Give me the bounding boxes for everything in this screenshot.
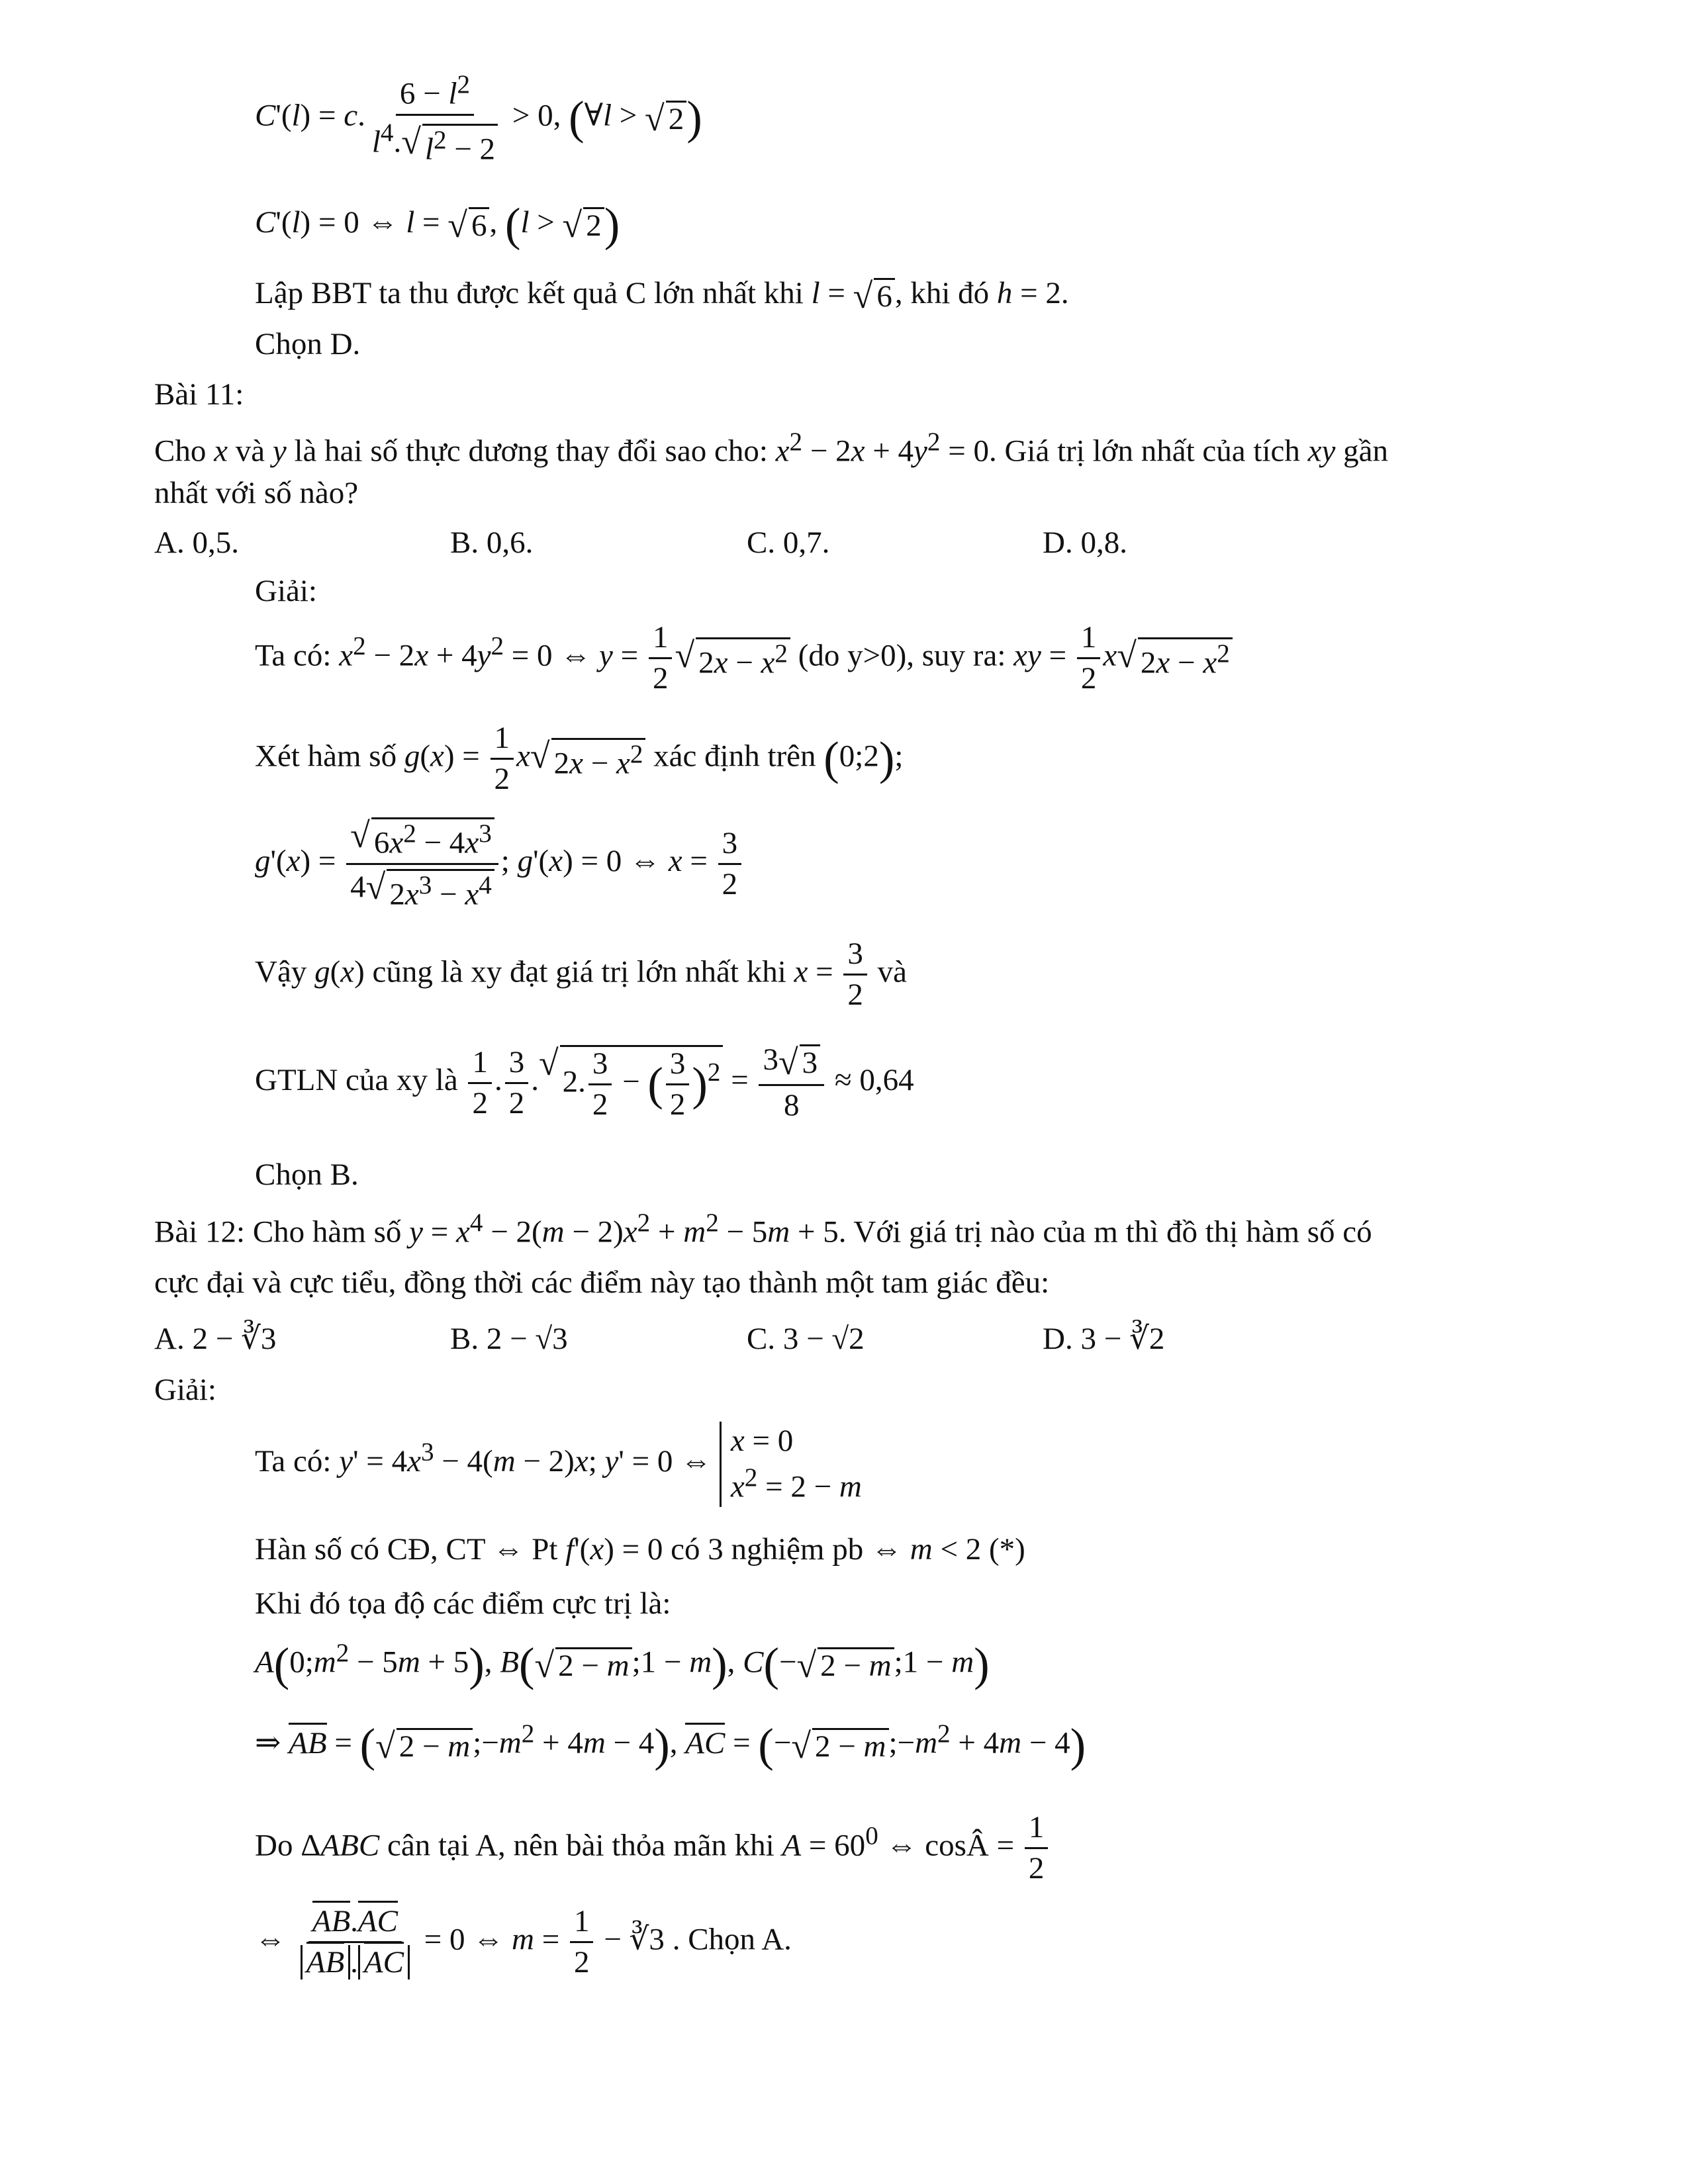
- bai12-step5: ⇒ AB = ( √ 2 − m $;-m^2 + 4m - 4$), AC = (− √ 2 − m $;-m^2 + 4m - 4$): [255, 1719, 1086, 1772]
- derivative-zero: C'(l) = 0 ⇔ l = √ 6 , (l > √ 2 ): [255, 199, 620, 251]
- bai12-statement: Bài 12: Cho hàm số $y = x^4 - 2(m - 2)x^2 + m^2 - 5m + 5$. Với giá trị nào của m thì đồ thị hàm số có: [154, 1208, 1372, 1250]
- bai11-step3: g'(x) = √ $6x^2 - 4x^3$ 4 √ $2x^3 - x^4$ ; g'(x) = 0 ⇔ x = $\frac{3}{2}$: [255, 817, 744, 910]
- bai12-solution-label: Giải:: [154, 1373, 216, 1407]
- bai12-step3: Khi đó tọa độ các điểm cực trị là:: [255, 1586, 671, 1621]
- va: và: [877, 954, 908, 989]
- xet-ham: Xét hàm số: [255, 739, 397, 774]
- bai12-step2: Hàn số có CĐ, CT ⇔ Pt f'(x) = 0 có 3 nghiệm pb ⇔ m < 2 (*): [255, 1532, 1025, 1567]
- vay: Vậy: [255, 954, 307, 989]
- stmt-rest: . Với giá trị nào của m thì đồ thị hàm số có: [838, 1214, 1372, 1250]
- bai12-step7: ⇔ $\frac{AB.AC}{AB . AC}$ = 0 ⇔ m = $\frac{1}{2}$ − ∛3 . Chọn A.: [255, 1906, 792, 1978]
- bai11-step1: Ta có: $x^2 - 2x + 4y^2 = 0$ ⇔ y = $\frac{1}{2}$ √ $2x - x^2$ (do y>0), suy ra: xy = $\frac{1}{2}$ x √ $2x - x^2$: [255, 622, 1233, 694]
- bbt-line: Lập BBT ta thu được kết quả C lớn nhất khi l = √ 6 , khi đó h = 2.: [255, 276, 1069, 316]
- choice-d: Chọn D.: [255, 327, 361, 361]
- ta-co: Ta có:: [255, 638, 332, 673]
- xac-dinh: xác định trên: [653, 739, 816, 774]
- bai11-solution-label: Giải:: [255, 574, 317, 608]
- stmt-a: Cho: [154, 433, 207, 469]
- bbt-mid: , khi đó: [894, 276, 990, 310]
- bai11-option-b: B. 0,6.: [450, 525, 534, 560]
- can-tai: cân tại A, nên bài thỏa mãn khi: [387, 1828, 774, 1863]
- bai11-step5: GTLN của xy là $\frac{1}{2}$ . $\frac{3}{2}$ . √ 2. $\frac{3}{2}$ − ( $\frac{3}{2}$ )$^2$ = 3 √ 3 8 ≈ 0,64: [255, 1042, 914, 1123]
- bai11-option-c: C. 0,7.: [747, 525, 830, 560]
- gtln: GTLN của xy là: [255, 1062, 458, 1097]
- approx: ≈ 0,64: [834, 1062, 914, 1097]
- stmt-e: gần: [1343, 433, 1388, 469]
- bai11-option-a: A. 0,5.: [154, 525, 239, 560]
- choice-a: . Chọn A.: [672, 1922, 792, 1957]
- bai11-choice: Chọn B.: [255, 1158, 359, 1192]
- stmt-d: . Giá trị lớn nhất của tích: [988, 433, 1300, 469]
- bai11-statement: Cho x và y là hai số thực dương thay đổi sao cho: $x^2 - 2x + 4y^2 = 0$. Giá trị lớn nhất của tích xy gần: [154, 428, 1388, 469]
- stmt-b: và: [235, 433, 265, 469]
- bbt-text: Lập BBT ta thu được kết quả C lớn nhất khi: [255, 276, 804, 310]
- bai11-step2: Xét hàm số g(x) = $\frac{1}{2}$ x √ $2x - x^2$ xác định trên (0;2);: [255, 721, 904, 796]
- bai12-heading: Bài 12: Cho hàm số: [154, 1214, 402, 1250]
- bai12-step6: Do ΔABC cân tại A, nên bài thỏa mãn khi $A = 60^0$ ⇔ cosÂ = $\frac{1}{2}$: [255, 1812, 1051, 1884]
- bai12-option-b: B. 2 − √3: [450, 1322, 568, 1356]
- bai12-option-a: A. 2 − ∛3: [154, 1322, 277, 1356]
- do-abc: Do: [255, 1828, 293, 1863]
- bai11-option-d: D. 0,8.: [1043, 525, 1127, 560]
- star: (*): [988, 1532, 1025, 1567]
- bai12-step1: Ta có: $y' = 4x^3 - 4(m - 2)x$; y' = 0 ⇔ x = 0 $x^2 = 2 - m$: [255, 1422, 862, 1507]
- bai12-statement-line2: cực đại và cực tiểu, đồng thời các điểm này tạo thành một tam giác đều:: [154, 1265, 1050, 1300]
- cung-la: cũng là xy đạt giá trị lớn nhất khi: [372, 954, 786, 989]
- bai12-option-d: D. 3 − ∛2: [1043, 1322, 1165, 1356]
- bai11-heading: Bài 11:: [154, 377, 244, 412]
- bai12-step4: $A(0;m^2 - 5m + 5)$, B( √ 2 − m ;1 − m), C(− √ 2 − m ;1 − m): [255, 1639, 990, 1691]
- hs-text: Hàn số có CĐ, CT ⇔ Pt: [255, 1532, 558, 1567]
- bai12-option-c: C. 3 − √2: [747, 1322, 865, 1356]
- ta-co-12: Ta có:: [255, 1444, 332, 1479]
- bai11-statement-line2: nhất với số nào?: [154, 476, 359, 510]
- derivative-formula: C'(l) = c. $6 - l^2$ $l^4$. √ $l^2 - 2$ > 0, (∀l > √ 2 ): [255, 70, 702, 167]
- hs-rest: có 3 nghiệm pb ⇔: [671, 1532, 902, 1567]
- bai11-step4: Vậy g(x) cũng là xy đạt giá trị lớn nhất khi x = $\frac{3}{2}$ và: [255, 936, 908, 1012]
- stmt-c: là hai số thực dương thay đổi sao cho:: [294, 433, 768, 469]
- do-y: (do y>0), suy ra:: [798, 638, 1006, 673]
